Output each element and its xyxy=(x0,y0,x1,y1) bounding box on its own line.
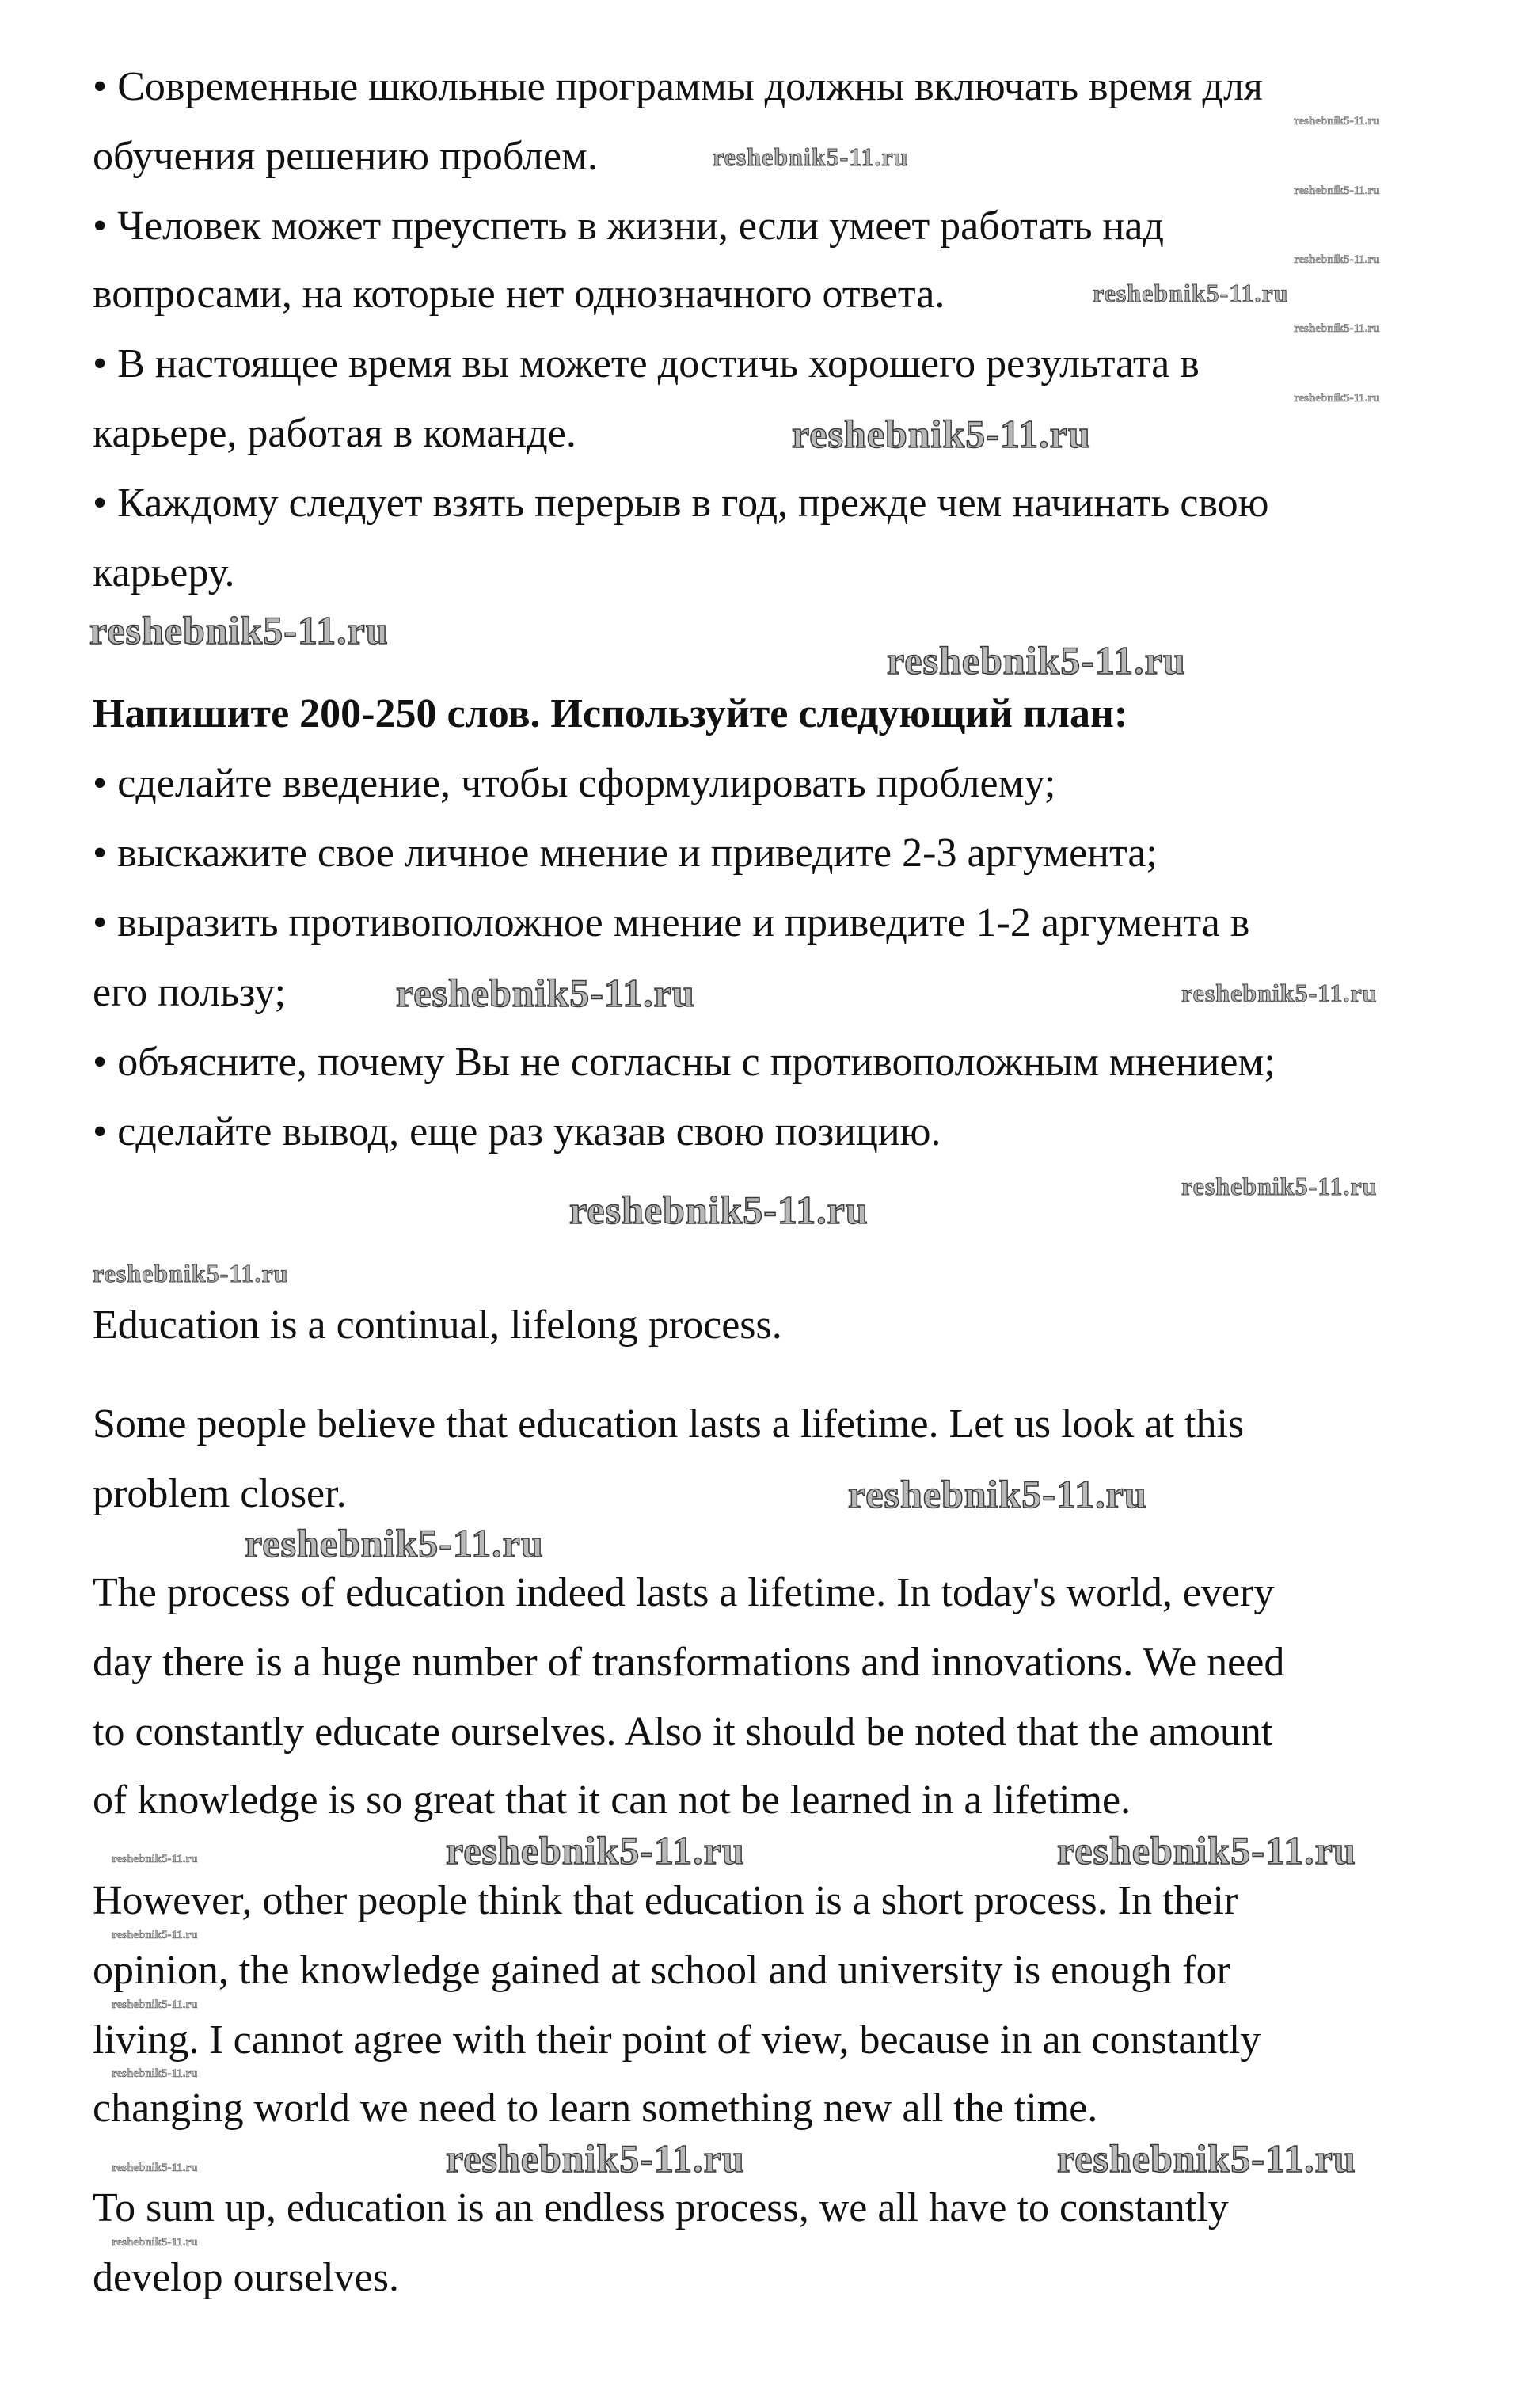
watermark: reshebnik5-11.ru xyxy=(1093,279,1289,307)
watermark: reshebnik5-11.ru xyxy=(112,2067,198,2080)
statement-line: • В настоящее время вы можете достичь хорошего результата в xyxy=(93,341,1200,386)
statement-line: вопросами, на которые нет однозначного ответа. xyxy=(93,272,945,317)
watermark: reshebnik5-11.ru xyxy=(1057,2136,1356,2181)
watermark: reshebnik5-11.ru xyxy=(112,2162,198,2174)
watermark: reshebnik5-11.ru xyxy=(446,2136,745,2181)
statement-line: карьеру. xyxy=(93,550,235,595)
plan-item: • сделайте введение, чтобы сформулировать проблему; xyxy=(93,761,1056,806)
watermark: reshebnik5-11.ru xyxy=(1294,253,1380,266)
essay-line: develop ourselves. xyxy=(93,2255,400,2300)
plan-item: • сделайте вывод, еще раз указав свою позицию. xyxy=(93,1109,941,1154)
statement-line: • Человек может преуспеть в жизни, если умеет работать над xyxy=(93,203,1164,249)
watermark: reshebnik5-11.ru xyxy=(1181,979,1378,1007)
watermark: reshebnik5-11.ru xyxy=(446,1828,745,1873)
essay-line: The process of education indeed lasts a lifetime. In today's world, every xyxy=(93,1570,1275,1615)
watermark: reshebnik5-11.ru xyxy=(396,971,695,1015)
watermark: reshebnik5-11.ru xyxy=(1294,322,1380,335)
watermark: reshebnik5-11.ru xyxy=(887,638,1186,683)
essay-line: of knowledge is so great that it can not be learned in a lifetime. xyxy=(93,1778,1131,1823)
watermark: reshebnik5-11.ru xyxy=(93,1259,289,1287)
watermark: reshebnik5-11.ru xyxy=(1294,184,1380,197)
plan-item: • выразить противоположное мнение и приведите 1-2 аргумента в xyxy=(93,900,1250,945)
watermark: reshebnik5-11.ru xyxy=(848,1472,1147,1516)
essay-line: To sum up, education is an endless process, we all have to constantly xyxy=(93,2185,1229,2230)
watermark: reshebnik5-11.ru xyxy=(713,143,909,171)
essay-title: Education is a continual, lifelong process. xyxy=(93,1302,782,1348)
watermark: reshebnik5-11.ru xyxy=(112,1929,198,1941)
plan-item: его пользу; xyxy=(93,970,287,1015)
task-heading: Напишите 200-250 слов. Используйте следующий план: xyxy=(93,691,1128,736)
essay-line: day there is a huge number of transformations and innovations. We need xyxy=(93,1640,1285,1685)
essay-line: However, other people think that education is a short process. In their xyxy=(93,1878,1238,1923)
watermark: reshebnik5-11.ru xyxy=(569,1188,869,1232)
essay-line: to constantly educate ourselves. Also it should be noted that the amount xyxy=(93,1709,1273,1755)
essay-line: Some people believe that education lasts a lifetime. Let us look at this xyxy=(93,1401,1245,1447)
watermark: reshebnik5-11.ru xyxy=(1057,1828,1356,1873)
watermark: reshebnik5-11.ru xyxy=(1181,1172,1378,1200)
watermark: reshebnik5-11.ru xyxy=(792,412,1091,456)
statement-line: • Современные школьные программы должны включать время для xyxy=(93,64,1263,109)
watermark: reshebnik5-11.ru xyxy=(245,1521,544,1565)
plan-item: • выскажите свое личное мнение и приведите 2-3 аргумента; xyxy=(93,831,1158,876)
essay-line: changing world we need to learn something new all the time. xyxy=(93,2086,1098,2131)
watermark: reshebnik5-11.ru xyxy=(1294,392,1380,405)
essay-line: living. I cannot agree with their point of view, because in an constantly xyxy=(93,2017,1261,2063)
watermark: reshebnik5-11.ru xyxy=(112,1853,198,1865)
watermark: reshebnik5-11.ru xyxy=(112,1998,198,2011)
watermark: reshebnik5-11.ru xyxy=(1294,115,1380,127)
statement-line: • Каждому следует взять перерыв в год, прежде чем начинать свою xyxy=(93,481,1269,526)
statement-line: карьере, работая в команде. xyxy=(93,411,576,456)
watermark: reshebnik5-11.ru xyxy=(89,608,389,652)
watermark: reshebnik5-11.ru xyxy=(112,2236,198,2249)
statement-line: обучения решению проблем. xyxy=(93,134,598,179)
essay-line: problem closer. xyxy=(93,1471,347,1516)
plan-item: • объясните, почему Вы не согласны с противоположным мнением; xyxy=(93,1040,1276,1085)
essay-line: opinion, the knowledge gained at school and university is enough for xyxy=(93,1948,1230,1993)
